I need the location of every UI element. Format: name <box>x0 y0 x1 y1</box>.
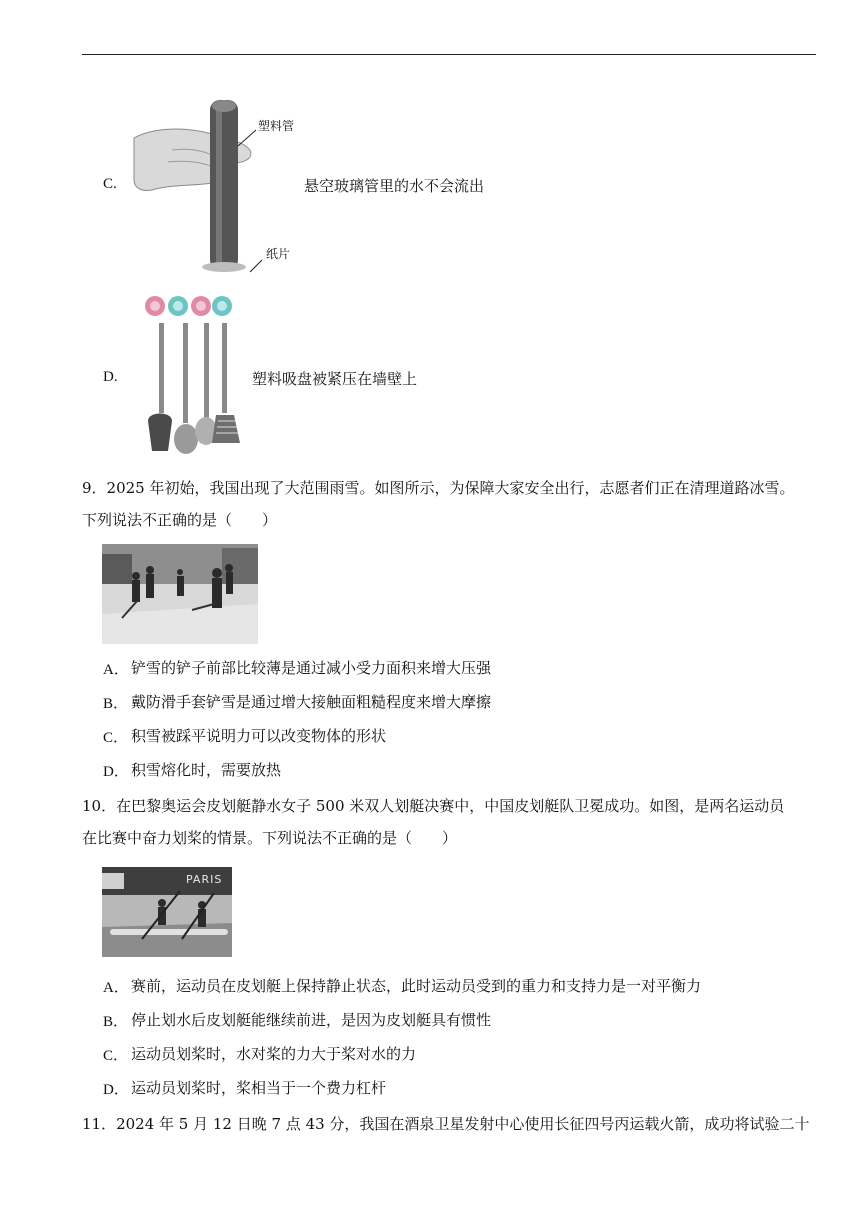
q9-option-b-letter: B． <box>103 696 129 712</box>
tube-label: 塑料管 <box>258 119 295 133</box>
q10-option-c-text: 运动员划桨时，水对桨的力大于桨对水的力 <box>131 1045 417 1063</box>
q9-option-a-letter: A． <box>103 662 129 678</box>
q9-option-c-text: 积雪被踩平说明力可以改变物体的形状 <box>131 727 387 745</box>
option-d-caption: 塑料吸盘被紧压在墙壁上 <box>252 370 418 388</box>
paris-banner-text: PARIS <box>186 873 223 886</box>
paper-label: 纸片 <box>266 247 291 261</box>
q10-option-b-text: 停止划水后皮划艇能继续前进，是因为皮划艇具有惯性 <box>131 1011 492 1029</box>
q10-option-d-text: 运动员划桨时，桨相当于一个费力杠杆 <box>131 1079 387 1097</box>
option-c-caption: 悬空玻璃管里的水不会流出 <box>304 177 485 195</box>
q11-stem-line1: 11．2024 年 5 月 12 日晚 7 点 43 分，我国在酒泉卫星发射中心使用长征四号丙运载火箭，成功将试验二十 <box>82 1115 810 1133</box>
q9-option-c-letter: C． <box>103 730 129 746</box>
q9-option-b-text: 戴防滑手套铲雪是通过增大接触面粗糙程度来增大摩擦 <box>131 693 492 711</box>
q9-option-a-text: 铲雪的铲子前部比较薄是通过减小受力面积来增大压强 <box>131 659 492 677</box>
q10-stem-line1: 10．在巴黎奥运会皮划艇静水女子 500 米双人划艇决赛中，中国皮划艇队卫冕成功。如图，是两名运动员 <box>82 797 785 815</box>
q10-option-a-letter: A． <box>103 980 129 996</box>
q9-stem-line2: 下列说法不正确的是（ ） <box>82 511 278 529</box>
option-c-letter: C. <box>103 176 117 192</box>
snow-clearing-photo <box>102 544 258 644</box>
header-rule <box>82 54 816 55</box>
option-d-letter: D. <box>103 369 118 385</box>
q10-option-d-letter: D． <box>103 1082 129 1098</box>
q9-option-d-letter: D． <box>103 764 129 780</box>
suction-cup-utensils-image <box>138 293 246 458</box>
q9-option-d-text: 积雪熔化时，需要放热 <box>131 761 282 779</box>
canoe-race-photo <box>102 867 232 957</box>
q10-option-c-letter: C． <box>103 1048 129 1064</box>
q10-option-a-text: 赛前，运动员在皮划艇上保持静止状态，此时运动员受到的重力和支持力是一对平衡力 <box>131 977 702 995</box>
q9-stem-line1: 9．2025 年初始，我国出现了大范围雨雪。如图所示，为保障大家安全出行，志愿者们正在清理道路冰雪。 <box>82 479 795 497</box>
q10-stem-line2: 在比赛中奋力划桨的情景。下列说法不正确的是（ ） <box>82 829 458 847</box>
q10-option-b-letter: B． <box>103 1014 129 1030</box>
